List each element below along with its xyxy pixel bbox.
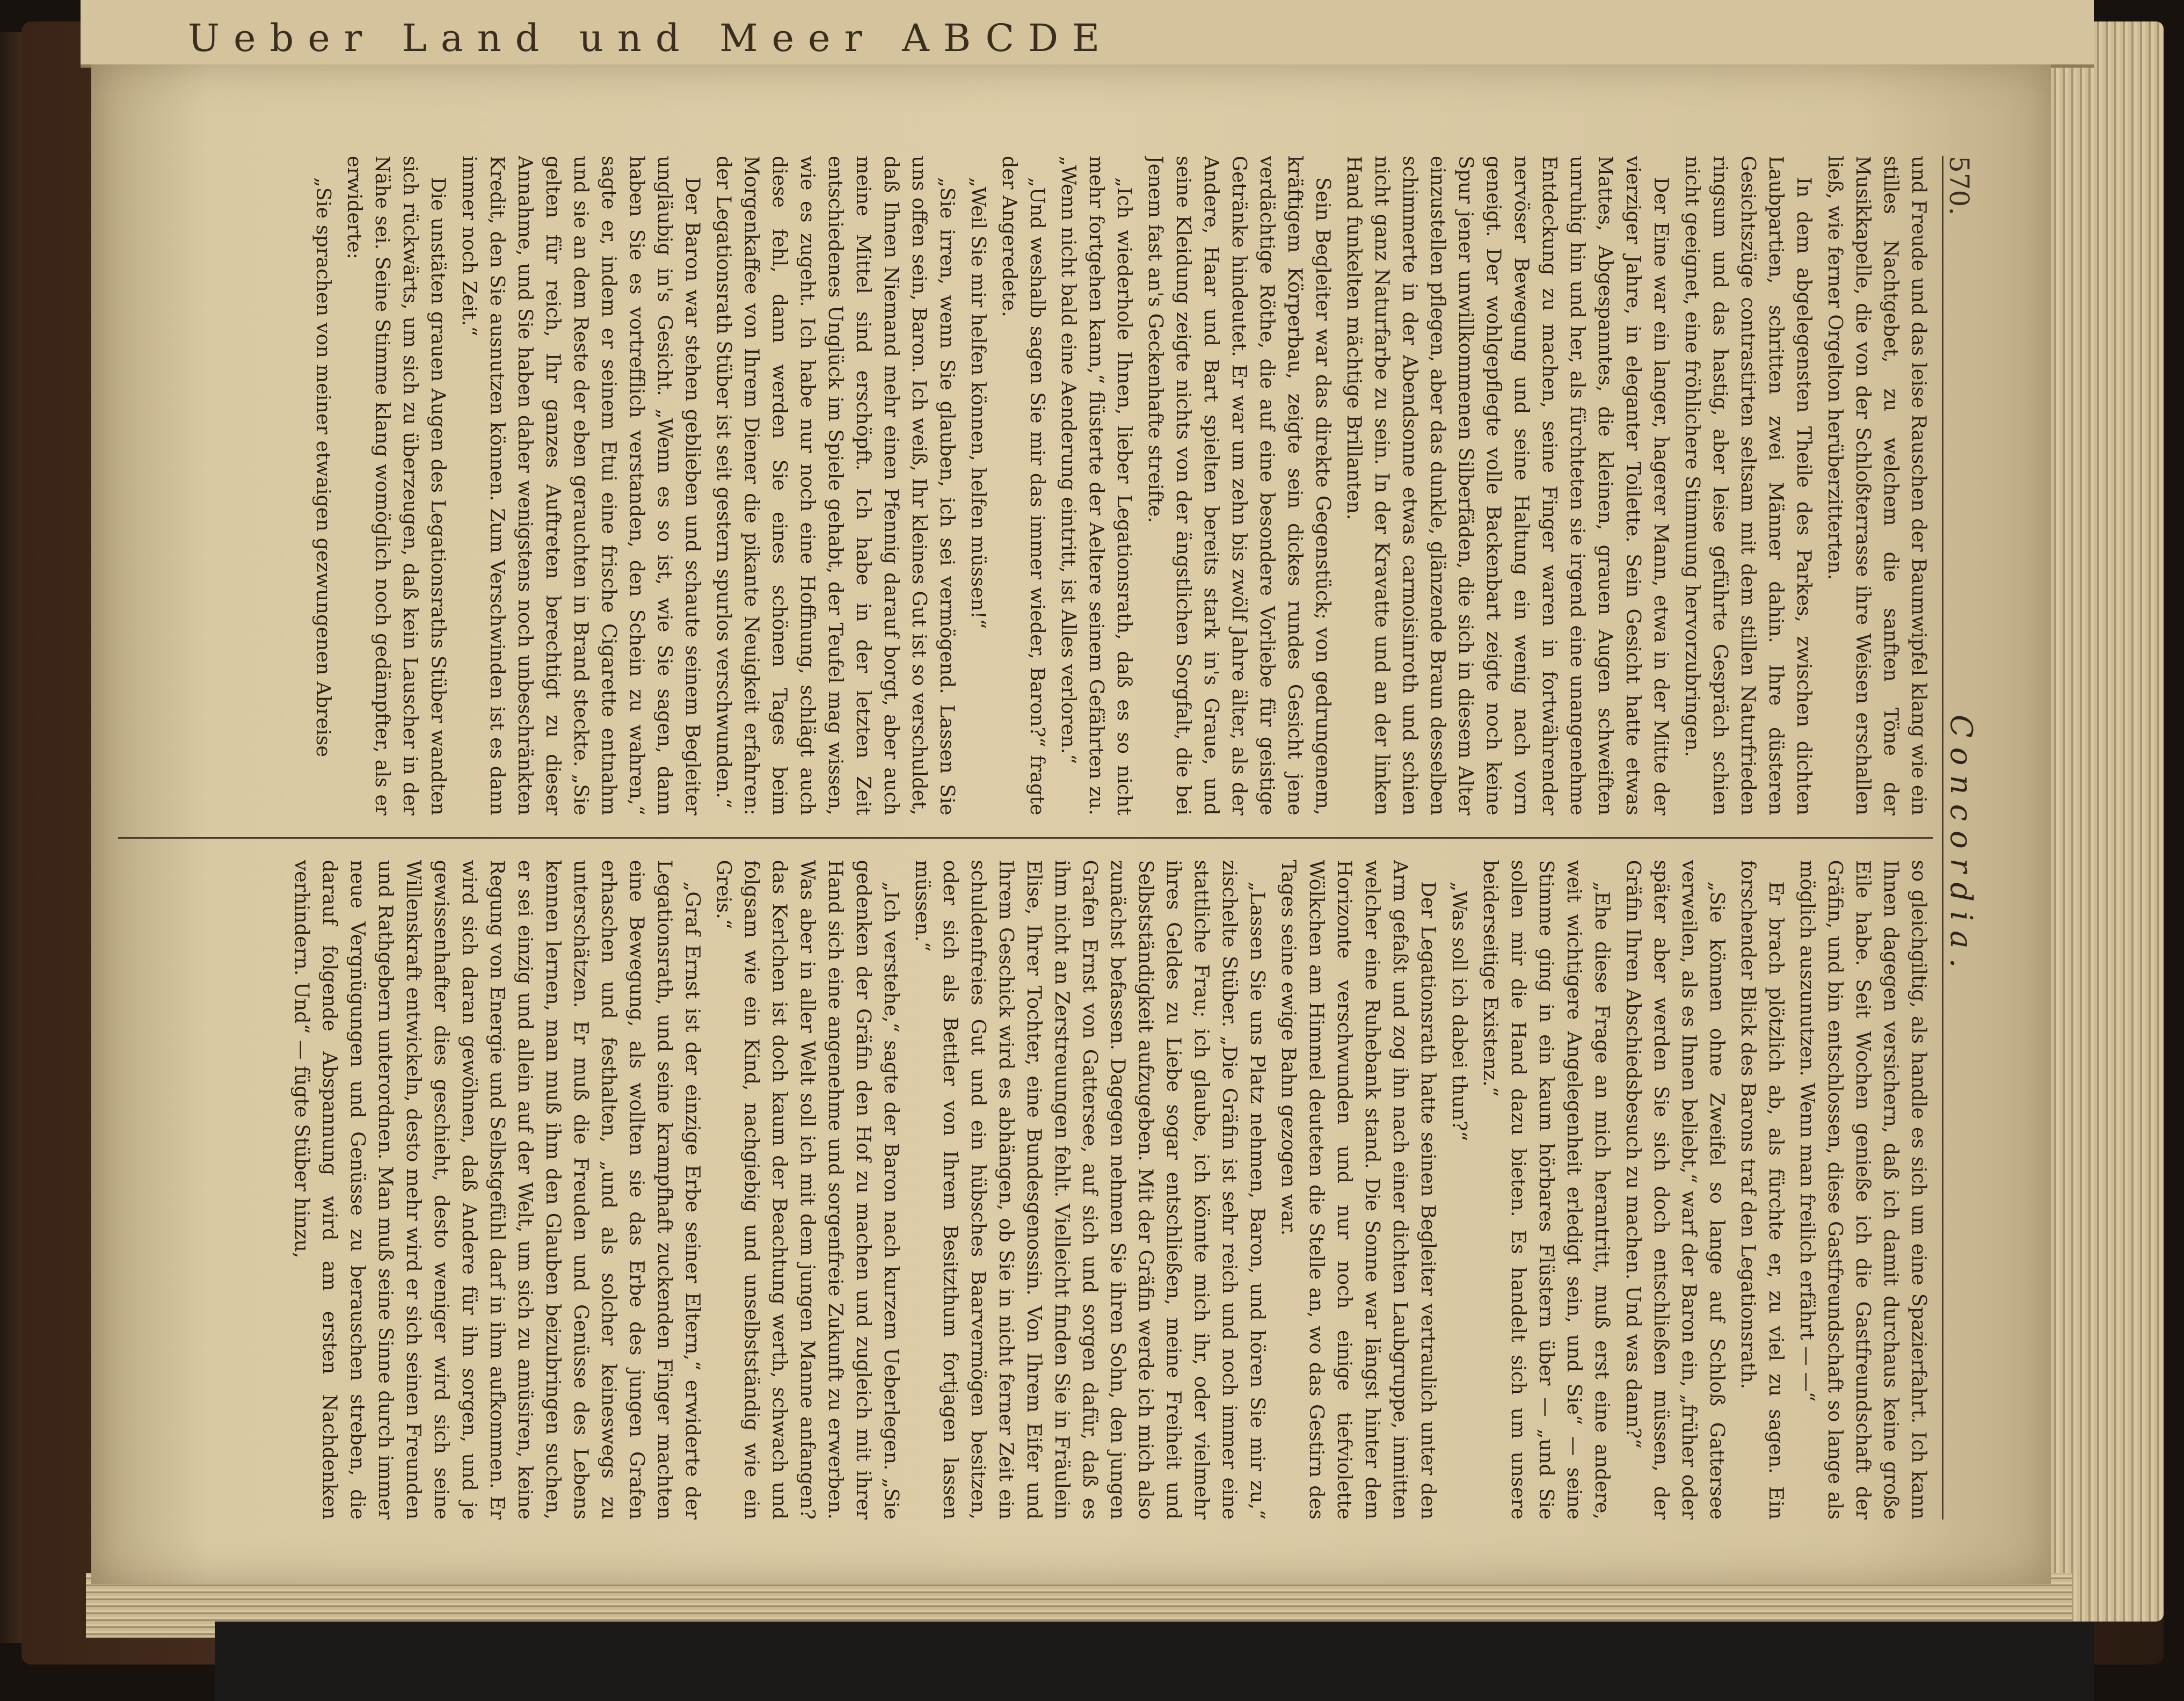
paragraph: „Sie irren, wenn Sie glauben, ich sei vermögend. Lassen Sie uns offen sein, Baron. Ich weiß, Ihr kleines Gut ist so verschuldet, daß Ihnen Niemand mehr einen Pfennig darauf borgt, aber auch meine Mittel sind erschöpft. Ich habe in der letzten Zeit entschiedenes Unglück im Spiele gehabt, der Teufel mag wissen, wie es zugeht. Ich habe nur noch eine Hoffnung, schlägt auch diese fehl, dann werden Sie eines schönen Tages beim Morgenkaffee von Ihrem Diener die pikante Neuigkeit erfahren: der Legationsrath Stüber ist seit gestern spurlos verschwunden.“ xyxy=(712,156,959,816)
paragraph: so gleichgiltig, als handle es sich um eine Spazierfahrt. Ich kann Ihnen dagegen versichern, daß ich damit durchaus keine große Eile habe. Seit Wochen genieße ich die Gastfreundschaft der Gräfin, und bin entschlossen, diese Gastfreundschaft so lange als möglich auszunutzen. Wenn man freilich erfährt — —“ xyxy=(1796,860,1931,1520)
paragraph: Der Eine war ein langer, hagerer Mann, etwa in der Mitte der vierziger Jahre, in eleganter Toilette. Sein Gesicht hatte etwas Mattes, Abgespanntes, die kleinen, grauen Augen schweiften unruhig hin und her, als fürchteten sie irgend eine unangenehme Entdeckung zu machen, seine Finger waren in fortwährender nervöser Bewegung und seine Haltung ein wenig nach vorn geneigt. Der wohlgepflegte volle Backenbart zeigte noch keine Spur jener unwillkommenen Silberfäden, die sich in diesem Alter einzustellen pflegen, aber das dunkle, glänzende Braun desselben schimmerte in der Abendsonne etwas carmoisinroth und schien nicht ganz Naturfarbe zu sein. In der Kravatte und an der linken Hand funkelten mächtige Brillanten. xyxy=(1343,156,1673,816)
page-edges-right xyxy=(2051,21,2164,1622)
paragraph: „Lassen Sie uns Platz nehmen, Baron, und hören Sie mir zu,“ zischelte Stüber. „Die Gräfin ist sehr reich und noch immer eine stattliche Frau; ich glaube, ich könnte mich ihr, oder vielmehr ihres Geldes zu Liebe sogar entschließen, meine Freiheit und Selbstständigkeit aufzugeben. Mit der Gräfin werde ich mich also zunächst befassen. Dagegen nehmen Sie ihren Sohn, den jungen Grafen Ernst von Gattersee, auf sich und sorgen dafür, daß es ihm nicht an Zerstreuungen fehlt. Vielleicht finden Sie in Fräulein Elise, Ihrer Tochter, eine Bundesgenossin. Von Ihrem Eifer und Ihrem Geschick wird es abhängen, ob Sie in nicht ferner Zeit ein schuldenfreies Gut und ein hübsches Baarvermögen besitzen, oder sich als Bettler von Ihrem Besitzthum fortjagen lassen müssen.“ xyxy=(911,860,1269,1520)
paragraph: „Und weshalb sagen Sie mir das immer wieder, Baron?“ fragte der Angeredete. xyxy=(998,156,1049,816)
paragraph: „Graf Ernst ist der einzige Erbe seiner Eltern,“ erwiderte der Legationsrath, und seine krampfhaft zuckenden Finger machten eine Bewegung, als wollten sie das Erbe des jungen Grafen erhaschen und festhalten, „und als solcher keineswegs zu unterschätzen. Er muß die Freuden und Genüsse des Lebens kennen lernen, man muß ihm den Glauben beizubringen suchen, er sei einzig und allein auf der Welt, um sich zu amüsiren, keine Regung von Energie und Selbstgefühl darf in ihm aufkommen. Er wird sich daran gewöhnen, daß Andere für ihn sorgen, und je gewissenhafter dies geschieht, desto weniger wird sich seine Willenskraft entwickeln, desto mehr wird er sich seinen Freunden und Rathgebern unterordnen. Man muß seine Sinne durch immer neue Vergnügungen und Genüsse zu berauschen streben, die darauf folgende Abspannung wird am ersten Nachdenken verhindern. Und“ — fügte Stüber hinzu, xyxy=(290,860,704,1520)
left-text-column xyxy=(118,156,1933,816)
text-columns xyxy=(118,156,1933,1520)
journal-title: Concordia. xyxy=(1943,714,1978,978)
paragraph: und Freude und das leise Rauschen der Baumwipfel klang wie ein stilles Nachtgebet, zu welchem die sanften Töne der Musikkapelle, die von der Schloßterrasse ihre Weisen erschallen ließ, wie ferner Orgelton herüberzitterten. xyxy=(1824,156,1931,816)
paragraph: „Ehe diese Frage an mich herantritt, muß erst eine andere, weit wichtigere Angelegenheit erledigt sein, und Sie“ — seine Stimme ging in ein kaum hörbares Flüstern über — „und Sie sollen mir die Hand dazu bieten. Es handelt sich um unsere beiderseitige Existenz.“ xyxy=(1479,860,1614,1520)
paragraph: „Sie können ohne Zweifel so lange auf Schloß Gattersee verweilen, als es Ihnen beliebt,“ warf der Baron ein, „früher oder später aber werden Sie sich doch entschließen müssen, der Gräfin Ihren Abschiedsbesuch zu machen. Und was dann?“ xyxy=(1622,860,1729,1520)
paragraph: Der Baron war stehen geblieben und schaute seinem Begleiter ungläubig in's Gesicht. „Wenn es so ist, wie Sie sagen, dann haben Sie es vortrefflich verstanden, den Schein zu wahren,“ sagte er, indem er seinem Etui eine frische Cigarette entnahm und sie an dem Reste der eben gerauchten in Brand steckte. „Sie gelten für reich, Ihr ganzes Auftreten berechtigt zu dieser Annahme, und Sie haben daher wenigstens noch unbeschränkten Kredit, den Sie ausnutzen können. Zum Verschwinden ist es dann immer noch Zeit.“ xyxy=(458,156,704,816)
paragraph: „Was soll ich dabei thun?“ xyxy=(1448,881,1471,1142)
paragraph: In dem abgelegensten Theile des Parkes, zwischen dichten Laubpartien, schritten zwei Männer dahin. Ihre düsteren Gesichtszüge contrastirten seltsam mit dem stillen Naturfrieden ringsum und das hastig, aber leise geführte Gespräch schien nicht geeignet, eine fröhlichere Stimmung hervorzubringen. xyxy=(1681,156,1816,816)
rotated-page-content xyxy=(91,113,2024,1562)
paragraph: „Weil Sie mir helfen können, helfen müssen!“ xyxy=(967,177,990,629)
paragraph: Sein Begleiter war das direkte Gegenstück; von gedrungenem, kräftigem Körperbau, zeigte sein dickes rundes Gesicht jene verdächtige Röthe, die auf eine besondere Vorliebe für geistige Getränke hindeutet. Er war um zehn bis zwölf Jahre älter, als der Andere, Haar und Bart spielten bereits stark in's Graue, und seine Kleidung zeigte nichts von der ängstlichen Sorgfalt, die bei Jenem fast an's Geckenhafte streifte. xyxy=(1144,156,1335,816)
page-number: 570. xyxy=(1943,156,1975,216)
paragraph: „Ich verstehe,“ sagte der Baron nach kurzem Ueberlegen. „Sie gedenken der Gräfin den Hof zu machen und zugleich mit ihrer Hand sich eine angenehme und sorgenfreie Zukunft zu erwerben. Was aber in aller Welt soll ich mit dem jungen Manne anfangen? das Kerlchen ist doch kaum der Beachtung werth, schwach und folgsam wie ein Kind, nachgiebig und unselbstständig wie ein Greis.“ xyxy=(712,860,903,1520)
right-text-column xyxy=(118,860,1933,1520)
previous-page-text: Ueber Land und Meer ABCDE xyxy=(188,16,1114,60)
paragraph: Er brach plötzlich ab, als fürchte er, zu viel zu sagen. Ein forschender Blick des Barons traf den Legationsrath. xyxy=(1737,860,1788,1520)
page-header xyxy=(1942,156,1992,1520)
paragraph: „Sie sprachen von meiner etwaigen gezwungenen Abreise xyxy=(312,177,335,757)
paragraph: „Ich wiederhole Ihnen, lieber Legationsrath, daß es so nicht mehr fortgehen kann,“ flüsterte der Aeltere seinem Gefährten zu. „Wenn nicht bald eine Aenderung eintritt, ist Alles verloren.“ xyxy=(1057,156,1136,816)
previous-page-strip xyxy=(81,0,2094,68)
column-divider xyxy=(118,837,1933,839)
paragraph: Die unstäten grauen Augen des Legationsraths Stüber wandten sich rückwärts, um sich zu überzeugen, daß kein Lauscher in der Nähe sei. Seine Stimme klang womöglich noch gedämpfter, als er erwiderte: xyxy=(343,156,450,816)
paragraph: Der Legationsrath hatte seinen Begleiter vertraulich unter den Arm gefaßt und zog ihn nach einer dichten Laubgruppe, inmitten welcher eine Ruhebank stand. Die Sonne war längst hinter dem Horizonte verschwunden und nur noch einige tiefviolette Wölkchen am Himmel deuteten die Stelle an, wo das Gestirn des Tages seine ewige Bahn gezogen war. xyxy=(1277,860,1440,1520)
table-surface xyxy=(215,1622,2094,1701)
